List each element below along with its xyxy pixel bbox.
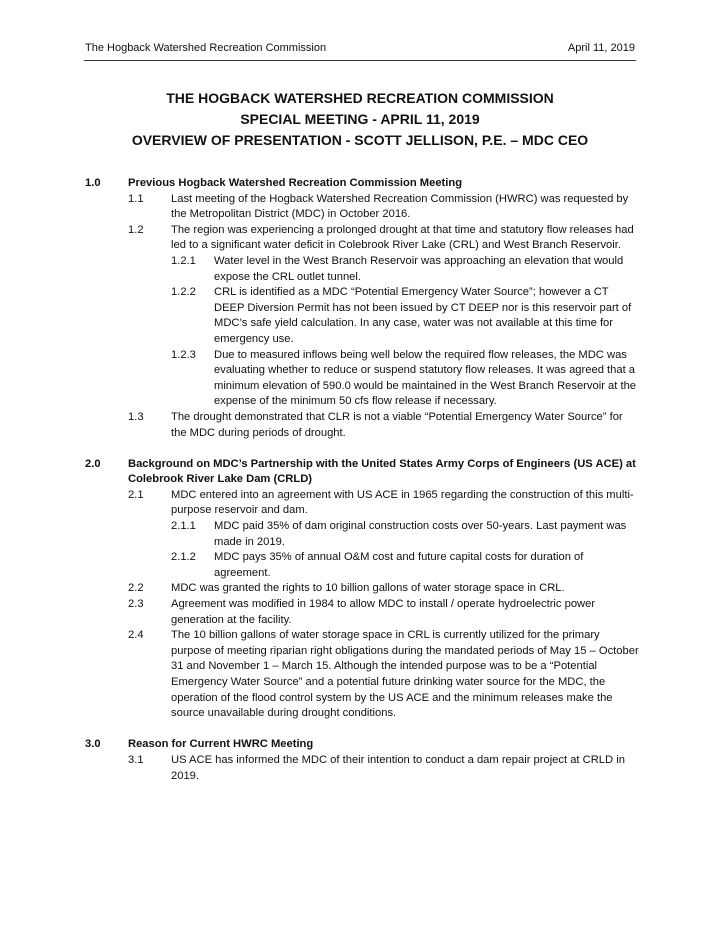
section-title: Previous Hogback Watershed Recreation Commission Meeting	[128, 177, 463, 189]
item-number: 1.2.1	[171, 254, 196, 267]
item-number: 2.3	[128, 598, 144, 611]
item-text: The drought demonstrated that CLR is not a viable “Potential Emergency Water Source” for the MDC during periods of drought.	[171, 410, 623, 439]
item-text: MDC pays 35% of annual O&M cost and future capital costs for duration of agreement.	[214, 551, 584, 579]
list-item	[85, 550, 640, 581]
document-title	[0, 88, 720, 151]
section-heading	[85, 176, 640, 192]
item-number: 2.1	[128, 488, 144, 501]
item-text: CRL is identified as a MDC “Potential Emergency Water Source”; however a CT DEEP Diversion Permit has not been issued by CT DEEP nor is this reservoir part of MDC’s safe yield calculation. In any case, water was not available at this time for emergency use.	[214, 286, 632, 345]
list-item	[85, 597, 640, 628]
section-number: 1.0	[85, 177, 101, 189]
item-text: MDC paid 35% of dam original construction costs over 50-years. Last payment was made in 2019.	[214, 520, 627, 548]
list-item	[85, 223, 640, 254]
section-number: 2.0	[85, 457, 101, 470]
header-date: April 11, 2019	[567, 42, 635, 54]
item-text: Agreement was modified in 1984 to allow MDC to install / operate hydroelectric power generation at the facility.	[171, 598, 596, 626]
item-number: 1.3	[128, 410, 144, 423]
item-number: 1.2	[128, 223, 144, 236]
item-number: 1.2.2	[171, 286, 196, 299]
item-text: Last meeting of the Hogback Watershed Recreation Commission (HWRC) was requested by the Metropolitan District (MDC) in October 2016.	[171, 192, 629, 221]
section-number: 3.0	[85, 738, 101, 751]
section-title: Reason for Current HWRC Meeting	[128, 738, 314, 751]
header-divider	[84, 60, 636, 61]
list-item	[85, 581, 640, 597]
page-header	[85, 42, 635, 60]
list-item	[85, 254, 640, 285]
title-line-1: THE HOGBACK WATERSHED RECREATION COMMISSION	[166, 90, 554, 106]
list-item	[85, 192, 640, 223]
header-title: The Hogback Watershed Recreation Commission	[85, 42, 327, 54]
section-2	[85, 457, 640, 722]
item-text: The region was experiencing a prolonged drought at that time and statutory flow releases had led to a significant water deficit in Colebrook River Lake (CRL) and West Branch Reservoir.	[171, 223, 634, 252]
item-text: Water level in the West Branch Reservoir was approaching an elevation that would expose the CRL outlet tunnel.	[214, 254, 624, 283]
item-text: US ACE has informed the MDC of their intention to conduct a dam repair project at CRLD in 2019.	[171, 753, 625, 782]
item-number: 2.2	[128, 582, 144, 595]
item-text: MDC entered into an agreement with US ACE in 1965 regarding the construction of this multi-purpose reservoir and dam.	[171, 488, 634, 517]
item-number: 1.1	[128, 192, 144, 205]
item-number: 3.1	[128, 753, 144, 766]
item-number: 1.2.3	[171, 348, 196, 361]
list-item	[85, 488, 640, 519]
list-item	[85, 753, 640, 784]
title-line-3: OVERVIEW OF PRESENTATION - SCOTT JELLISON, P.E. – MDC CEO	[131, 132, 589, 148]
item-text: The 10 billion gallons of water storage space in CRL is currently utilized for the primary purpose of meeting riparian right obligations during the mandated periods of May 15 – October 31 and November 1 – March 15. Although the intended purpose was to be a “Potential Emergency Water Source” and a potential future drinking water source for the MDC, the operation of the flood control system by the US ACE and the minimum releases make the source unavailable during drought conditions.	[171, 629, 639, 720]
section-1	[85, 176, 640, 441]
list-item	[85, 519, 640, 550]
section-3	[85, 737, 640, 784]
list-item	[85, 348, 640, 410]
document-body	[85, 176, 640, 800]
title-line-2: SPECIAL MEETING - APRIL 11, 2019	[240, 111, 480, 127]
section-heading	[85, 457, 640, 488]
item-text: Due to measured inflows being well below the required flow releases, the MDC was evaluating whether to reduce or suspend statutory flow releases. It was agreed that a minimum elevation of 590.0 would be maintained in the West Branch Reservoir at the expense of the minimum 50 cfs flow release if necessary.	[214, 348, 637, 408]
item-number: 2.4	[128, 629, 144, 642]
list-item	[85, 285, 640, 347]
list-item	[85, 410, 640, 441]
section-heading	[85, 737, 640, 753]
section-title: Background on MDC’s Partnership with the United States Army Corps of Engineers (US ACE) at Colebrook River Lake Dam (CRLD)	[128, 457, 636, 486]
item-number: 2.1.1	[171, 520, 196, 533]
item-text: MDC was granted the rights to 10 billion gallons of water storage space in CRL.	[171, 582, 565, 595]
item-number: 2.1.2	[171, 551, 196, 564]
list-item	[85, 628, 640, 722]
